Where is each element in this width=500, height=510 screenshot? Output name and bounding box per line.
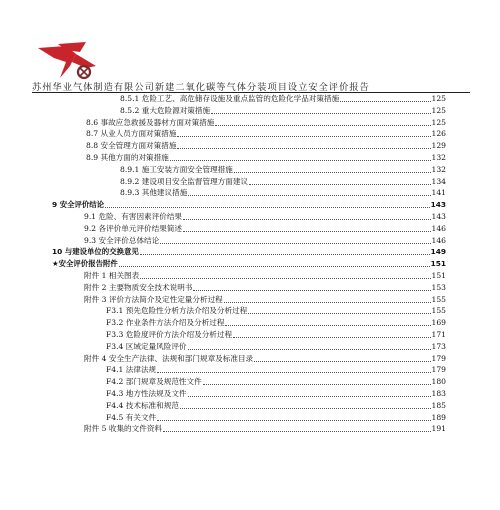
toc-label: 附件 2 主要物质安全技术说明书 <box>84 282 193 292</box>
toc-label: 8.9.1 施工安装方面安全管理措施 <box>120 164 233 174</box>
toc-page: 191 <box>431 424 446 434</box>
toc-entry[interactable] <box>120 105 446 117</box>
toc-entry[interactable] <box>84 423 446 435</box>
toc-label: 附件 4 安全生产法律、法规和部门规章及标准目录 <box>84 353 254 363</box>
toc-page: 149 <box>430 247 446 257</box>
toc-entry[interactable] <box>106 388 446 400</box>
toc-entry[interactable] <box>84 282 446 294</box>
toc-page: 179 <box>431 365 446 375</box>
toc-label: 9 安全评价结论 <box>52 200 105 210</box>
toc-page: 125 <box>431 105 446 115</box>
toc-entry[interactable] <box>106 317 446 329</box>
toc-label: 8.9.2 建设项目安全监督管理方面建议 <box>120 176 249 186</box>
toc-entry[interactable] <box>84 294 446 306</box>
toc-page: 132 <box>431 153 446 162</box>
toc-page: 155 <box>431 306 446 316</box>
toc-label: F4.3 地方性法规及文件 <box>106 389 187 398</box>
toc-page: 141 <box>431 188 446 198</box>
toc-entry[interactable] <box>106 400 446 412</box>
toc-label: 8.5.1 危险工艺、高危储存设施及重点监管的危险化学品对策措施 <box>120 94 340 103</box>
toc-chapter[interactable] <box>52 246 446 258</box>
toc-page: 146 <box>431 235 446 245</box>
toc-entry[interactable] <box>120 164 446 176</box>
toc-label: 附件 3 评价方法简介及定性定量分析过程 <box>84 294 223 304</box>
toc-page: 143 <box>431 212 446 221</box>
toc-label: 8.6 事故应急救援及器材方面对策措施 <box>86 117 215 127</box>
toc-entry[interactable] <box>84 270 446 282</box>
toc-label: 附件 1 相关图表 <box>84 271 140 280</box>
toc-label: 8.9.3 其他建议措施 <box>120 188 188 198</box>
toc-entry[interactable] <box>86 128 446 140</box>
toc-chapter[interactable] <box>52 199 446 211</box>
toc-page: 183 <box>431 389 446 398</box>
toc-page: 155 <box>431 294 446 304</box>
toc-entry[interactable] <box>106 305 446 317</box>
toc-page: 129 <box>431 141 446 151</box>
toc-label: F4.4 技术标准和规范 <box>106 400 179 410</box>
toc-entry[interactable] <box>106 412 446 424</box>
toc-page: 126 <box>431 129 446 139</box>
toc-entry[interactable] <box>86 117 446 129</box>
toc-label: 附件 5 收集的文件资料 <box>84 424 163 434</box>
toc-label: 8.8 安全管理方面对策措施 <box>86 141 177 151</box>
report-header-title: 苏州华业气体制造有限公司新建二氧化碳等气体分装项目设立安全评价报告 <box>32 82 370 93</box>
toc-page: 171 <box>431 330 446 339</box>
toc-label: F4.1 法律法规 <box>106 365 157 375</box>
toc-page: 125 <box>431 94 446 103</box>
toc-entry[interactable] <box>106 341 446 353</box>
toc-page: 132 <box>431 164 446 174</box>
toc-page: 134 <box>431 176 446 186</box>
toc-entry[interactable] <box>84 223 446 235</box>
toc-label: 9.2 各评价单元评价结果简述 <box>84 223 183 233</box>
toc-page: 185 <box>431 400 446 410</box>
toc-page: 179 <box>431 353 446 363</box>
toc-label: F4.5 有关文件 <box>106 412 157 422</box>
toc-entry[interactable] <box>84 353 446 365</box>
toc-label: F4.2 部门规章及规范性文件 <box>106 377 202 387</box>
toc-page: 143 <box>430 200 446 210</box>
company-logo <box>36 38 108 82</box>
toc-entry[interactable] <box>106 364 446 376</box>
toc-label: 10 与建设单位的交换意见 <box>52 247 139 257</box>
toc-entry[interactable] <box>86 140 446 152</box>
toc-entry[interactable] <box>84 211 446 223</box>
toc-page: 146 <box>431 223 446 233</box>
toc-page: 153 <box>431 282 446 292</box>
toc-chapter[interactable] <box>52 258 446 270</box>
toc-page: 180 <box>431 377 446 387</box>
toc-label: 9.3 安全评价总体结论 <box>84 235 160 245</box>
toc-entry[interactable] <box>120 93 446 105</box>
toc-page: 151 <box>431 271 446 280</box>
toc-label: 8.7 从业人员方面对策措施 <box>86 129 177 139</box>
toc-entry[interactable] <box>120 176 446 188</box>
toc-page: 169 <box>431 318 446 328</box>
toc-page: 151 <box>430 259 446 269</box>
toc-page: 125 <box>431 117 446 127</box>
toc-page: 189 <box>431 412 446 422</box>
toc-label: 8.5.2 重大危险源对策措施 <box>120 105 211 115</box>
toc-label: F3.2 作业条件方法介绍及分析过程 <box>106 318 225 328</box>
toc-entry[interactable] <box>120 187 446 199</box>
toc-label: ★安全评价报告附件 <box>52 259 118 269</box>
toc-label: F3.1 预先危险性分析方法介绍及分析过程 <box>106 306 248 316</box>
toc-label: F3.3 危险度评价方法介绍及分析过程 <box>106 330 233 339</box>
toc-entry[interactable] <box>86 152 446 164</box>
toc-entry[interactable] <box>84 235 446 247</box>
toc-entry[interactable] <box>106 329 446 341</box>
toc-label: F3.4 区域定量风险评价 <box>106 341 187 351</box>
toc-label: 9.1 危险、有害因素评价结果 <box>84 212 183 221</box>
toc-page: 173 <box>431 341 446 351</box>
toc-entry[interactable] <box>106 376 446 388</box>
toc-label: 8.9 其他方面的对策措施 <box>86 153 169 162</box>
